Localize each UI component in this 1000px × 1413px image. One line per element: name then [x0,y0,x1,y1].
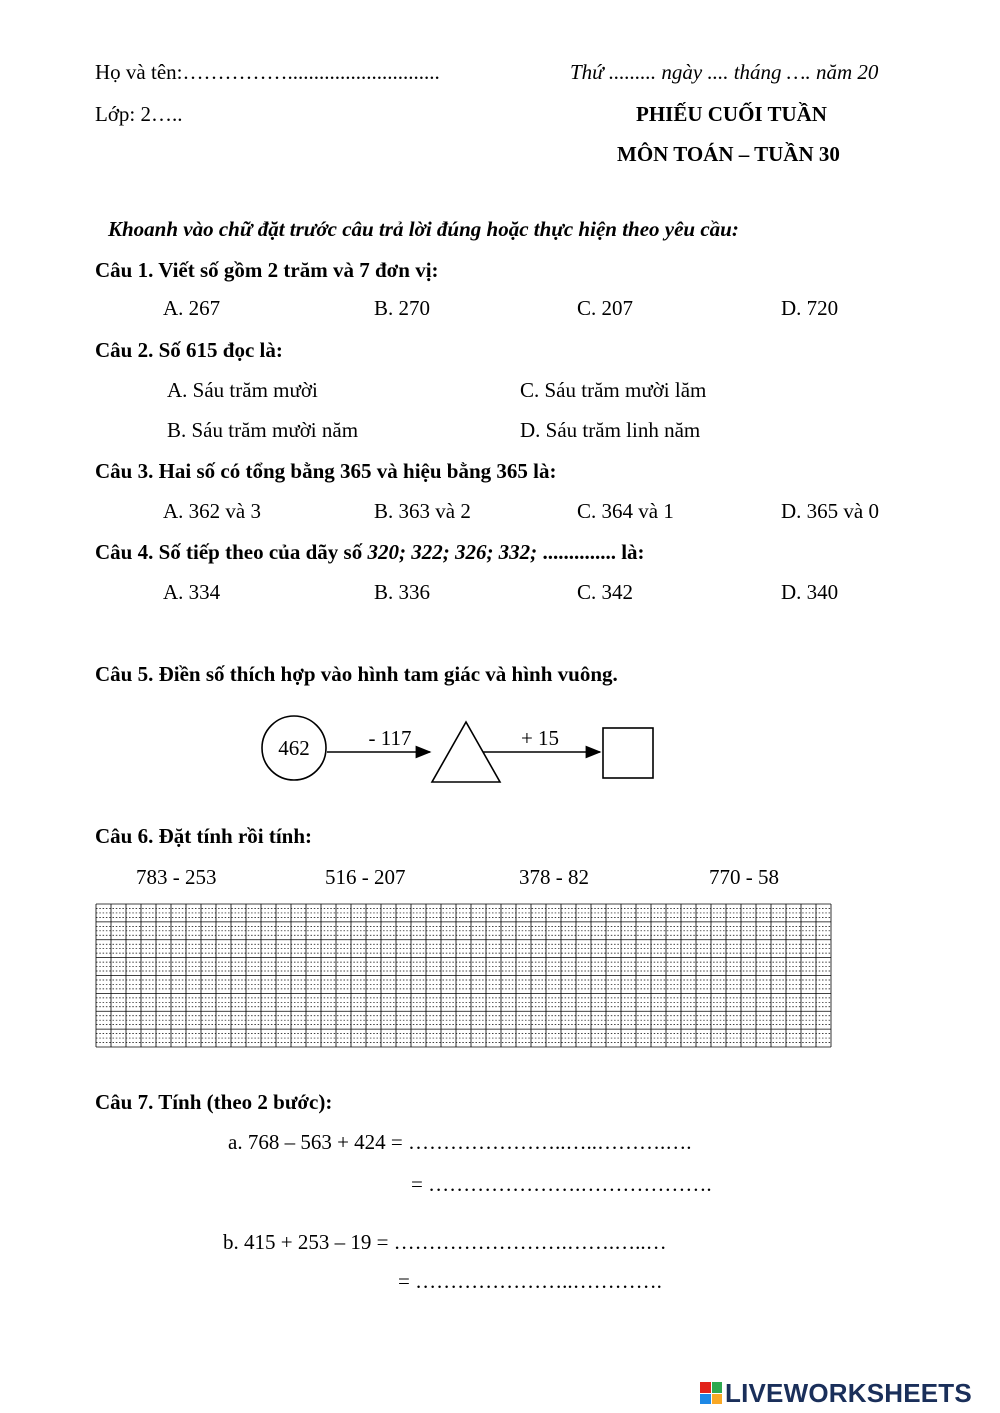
q2-option-c[interactable]: C. Sáu trăm mười lăm [520,378,707,402]
q2-option-b[interactable]: B. Sáu trăm mười năm [167,418,359,442]
q4-suffix: .............. là: [537,540,645,564]
square-answer-box[interactable] [603,728,653,778]
question-7: Câu 7. Tính (theo 2 bước): [95,1090,333,1114]
operation-2: + 15 [520,726,560,750]
q1-option-d[interactable]: D. 720 [781,296,839,320]
q2-option-a[interactable]: A. Sáu trăm mười [167,378,318,402]
q6-expression-3: 378 - 82 [519,865,589,889]
question-5: Câu 5. Điền số thích hợp vào hình tam giác và hình vuông. [95,662,618,686]
q4-prefix: Câu 4. Số tiếp theo của dãy số [95,540,368,564]
instruction-text: Khoanh vào chữ đặt trước câu trả lời đúng hoặc thực hiện theo yêu cầu: [108,217,739,241]
q7-b-line-1[interactable]: b. 415 + 253 – 19 = …………………….…….…..… [223,1230,667,1254]
q6-expression-2: 516 - 207 [325,865,406,889]
q4-sequence: 320; 322; 326; 332; [367,540,538,564]
q7-a-line-1[interactable]: a. 768 – 563 + 424 = …………………..…..……….…. [228,1130,692,1154]
q1-option-b[interactable]: B. 270 [374,296,431,320]
question-3: Câu 3. Hai số có tổng bằng 365 và hiệu bằng 365 là: [95,459,557,483]
question-4 [95,542,645,563]
q2-option-d[interactable]: D. Sáu trăm linh năm [520,418,701,442]
q1-option-c[interactable]: C. 207 [577,296,634,320]
calculation-grid[interactable] [95,903,832,1048]
question-2: Câu 2. Số 615 đọc là: [95,338,283,362]
operation-1: - 117 [368,726,412,750]
question-1: Câu 1. Viết số gồm 2 trăm và 7 đơn vị: [95,258,439,282]
q1-option-a[interactable]: A. 267 [163,296,221,320]
logo-text: LIVEWORKSHEETS [725,1377,972,1408]
q5-diagram [250,712,670,792]
worksheet-subtitle: MÔN TOÁN – TUẦN 30 [617,142,840,166]
q4-option-c[interactable]: C. 342 [577,580,634,604]
q4-option-b[interactable]: B. 336 [374,580,431,604]
q7-a-line-2[interactable]: = ………………….………………. [411,1172,712,1196]
liveworksheets-logo [700,1377,972,1408]
q7-b-line-2[interactable]: = …………………..…………. [398,1269,662,1293]
q3-option-c[interactable]: C. 364 và 1 [577,499,674,523]
q3-option-b[interactable]: B. 363 và 2 [374,499,471,523]
class-field-label: Lớp: 2….. [95,102,183,126]
question-6: Câu 6. Đặt tính rồi tính: [95,824,313,848]
date-line: Thứ ......... ngày .... tháng …. năm 20 [570,60,879,84]
q3-option-d[interactable]: D. 365 và 0 [781,499,879,523]
start-value: 462 [278,736,310,760]
q6-expression-4: 770 - 58 [709,865,779,889]
q6-expression-1: 783 - 253 [136,865,217,889]
q4-option-a[interactable]: A. 334 [163,580,221,604]
q4-option-d[interactable]: D. 340 [781,580,839,604]
q3-option-a[interactable]: A. 362 và 3 [163,499,261,523]
name-field-label: Họ và tên:……………............................. [95,60,440,84]
worksheet-title: PHIẾU CUỐI TUẦN [636,102,827,126]
logo-mark-icon [700,1382,722,1404]
